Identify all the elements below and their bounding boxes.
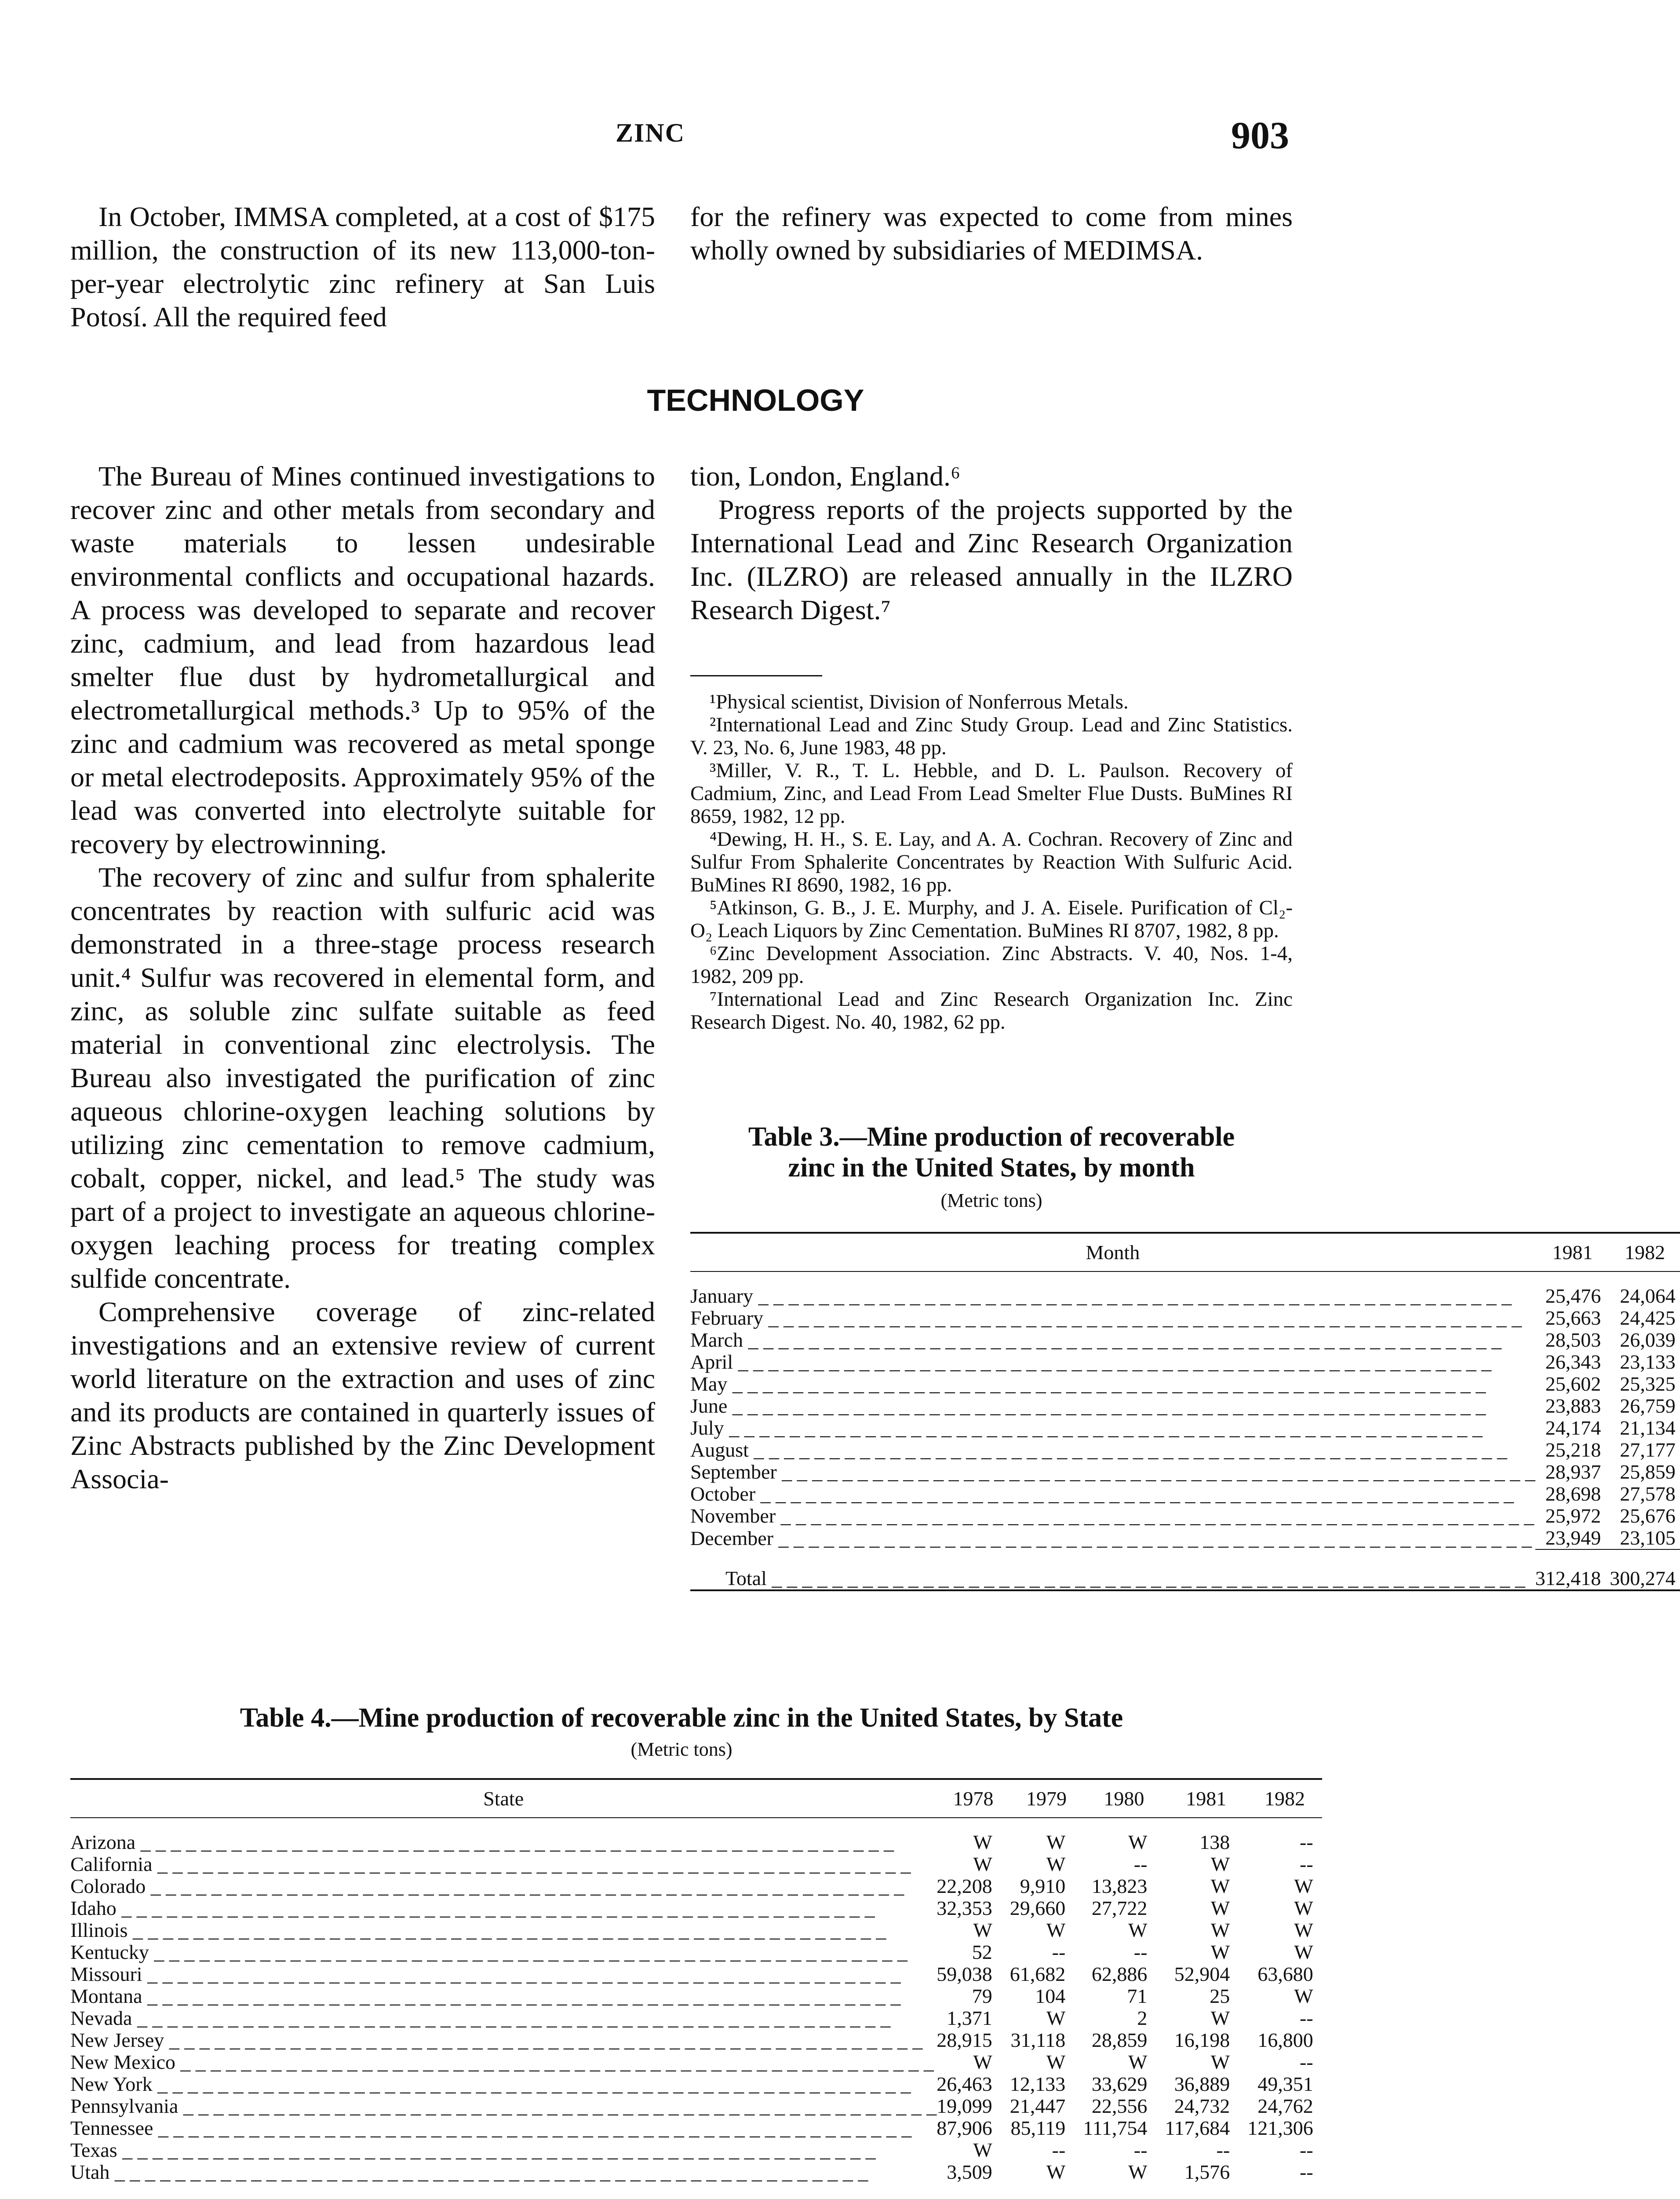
technology-left-column <box>70 460 655 1496</box>
dot-leader: _ _ _ _ _ _ _ _ _ _ _ _ _ _ _ _ _ _ _ _ _ _ _ _ _ _ _ _ _ _ _ _ _ _ _ _ _ _ _ _ _ _ _ _ _ _ _ _ _ _ <box>755 1483 1514 1505</box>
dot-leader: _ _ _ _ _ _ _ _ _ _ _ _ _ _ _ _ _ _ _ _ _ _ _ _ _ _ _ _ _ _ _ _ _ _ _ _ _ _ _ _ _ _ _ _ _ _ _ _ _ _ <box>175 2051 934 2073</box>
value-cell: 27,722 <box>1091 1897 1148 1919</box>
value-cell: 22,208 <box>937 1875 992 1897</box>
table-row <box>70 1831 1322 1853</box>
value-cell: W <box>1294 1897 1313 1919</box>
spacer-row <box>690 1271 1680 1285</box>
value-cell: 26,759 <box>1620 1395 1676 1417</box>
table-row <box>70 2095 1322 2117</box>
row-label: July <box>690 1417 724 1439</box>
intro-left-paragraph: In October, IMMSA completed, at a cost of $175 million, the construction of its new 113,000-ton-per-year electrolytic zinc refinery at San Luis Potosí. All the required feed <box>70 201 655 332</box>
dot-leader: _ _ _ _ _ _ _ _ _ _ _ _ _ _ _ _ _ _ _ _ _ _ _ _ _ _ _ _ _ _ _ _ _ _ _ _ _ _ _ _ _ _ _ _ _ _ _ _ _ _ <box>733 1351 1492 1373</box>
table-row <box>70 2007 1322 2029</box>
table4-title: Table 4.—Mine production of recoverable zinc in the United States, by State <box>240 1703 1123 1733</box>
row-stub <box>70 2051 937 2073</box>
value-cell: 21,134 <box>1620 1417 1676 1439</box>
value-cell: 27,177 <box>1620 1439 1676 1461</box>
row-stub <box>70 2073 937 2095</box>
value-cell: 26,343 <box>1545 1351 1601 1373</box>
row-label: New York <box>70 2073 153 2095</box>
dot-leader: _ _ _ _ _ _ _ _ _ _ _ _ _ _ _ _ _ _ _ _ _ _ _ _ _ _ _ _ _ _ _ _ _ _ _ _ _ _ _ _ _ _ _ _ _ _ _ _ _ _ <box>727 1395 1486 1417</box>
running-header: ZINC <box>616 118 685 147</box>
row-label: Tennessee <box>70 2117 153 2139</box>
dot-leader: _ _ _ _ _ _ _ _ _ _ _ _ _ _ _ _ _ _ _ _ _ _ _ _ _ _ _ _ _ _ _ _ _ _ _ _ _ _ _ _ _ _ _ _ _ _ _ _ _ _ <box>748 1439 1507 1461</box>
table-row <box>690 1461 1680 1483</box>
value-cell: 23,949 <box>1535 1527 1610 1549</box>
technology-right-column <box>690 460 1293 627</box>
dot-leader: _ _ _ _ _ _ _ _ _ _ _ _ _ _ _ _ _ _ _ _ _ _ _ _ _ _ _ _ _ _ _ _ _ _ _ _ _ _ _ _ _ _ _ _ _ _ _ _ _ _ <box>146 1875 904 1897</box>
body-paragraph: The recovery of zinc and sulfur from sphalerite concentrates by reaction with sulfuric acid was demonstrated in a three-stage process research unit.⁴ Sulfur was recovered in elemental form, and zinc, as soluble zinc sulfate suitable as feed material in conventional zinc electrolysis. The Bureau also investigated the purification of zinc aqueous chlorine-oxygen leaching solutions by utilizing zinc cementation to remove cadmium, cobalt, copper, nickel, and lead.⁵ The study was part of a project to investigate an aqueous chlorine-oxygen leaching process for treating complex sulfide concentrate. <box>70 862 655 1294</box>
value-cell: 25 <box>1210 1985 1230 2007</box>
value-cell: W <box>973 1831 992 1853</box>
row-stub <box>690 1505 1535 1527</box>
row-stub <box>690 1439 1535 1461</box>
table3-title-line2: zinc in the United States, by month <box>788 1153 1195 1183</box>
value-cell: W <box>1210 2051 1230 2073</box>
value-cell: W <box>973 2051 992 2073</box>
table4-header-year: 1978 <box>953 1787 994 1810</box>
footnotes <box>690 690 1293 1034</box>
row-label: February <box>690 1307 764 1329</box>
dot-leader: _ _ _ _ _ _ _ _ _ _ _ _ _ _ _ _ _ _ _ _ _ _ _ _ _ _ _ _ _ _ _ _ _ _ _ _ _ _ _ _ _ _ _ _ _ _ _ _ _ _ <box>149 1941 907 1963</box>
value-cell: 12,133 <box>1009 2073 1066 2095</box>
value-cell: W <box>1210 1919 1230 1941</box>
value-cell: 31,118 <box>1010 2029 1066 2051</box>
value-cell: 19,099 <box>937 2095 992 2117</box>
value-cell: 28,937 <box>1545 1461 1601 1483</box>
row-stub <box>70 2007 937 2029</box>
value-cell: 22,556 <box>1091 2095 1148 2117</box>
value-cell: W <box>1128 2161 1148 2183</box>
value-cell: -- <box>1300 2007 1313 2029</box>
value-cell: 138 <box>1199 1831 1230 1853</box>
value-cell: 28,503 <box>1545 1329 1601 1351</box>
value-cell: 312,418 <box>1535 1567 1601 1589</box>
value-cell: 32,353 <box>937 1897 992 1919</box>
value-cell: -- <box>1300 2139 1313 2161</box>
table4-header-year: 1980 <box>1104 1787 1144 1810</box>
row-label: April <box>690 1351 733 1373</box>
row-stub <box>70 1897 937 1919</box>
dot-leader: _ _ _ _ _ _ _ _ _ _ _ _ _ _ _ _ _ _ _ _ _ _ _ _ _ _ _ _ _ _ _ _ _ _ _ _ _ _ _ _ _ _ _ _ _ _ _ _ _ _ <box>773 1527 1532 1549</box>
value-cell: 111,754 <box>1083 2117 1148 2139</box>
row-stub <box>70 1985 937 2007</box>
dot-leader: _ _ _ _ _ _ _ _ _ _ _ _ _ _ _ _ _ _ _ _ _ _ _ _ _ _ _ _ _ _ _ _ _ _ _ _ _ _ _ _ _ _ _ _ _ _ _ _ _ _ <box>727 1373 1486 1395</box>
row-label: Idaho <box>70 1897 117 1919</box>
value-cell: W <box>1128 1919 1148 1941</box>
table3 <box>690 1121 1676 1591</box>
table-row <box>70 1941 1322 1963</box>
value-cell: 59,038 <box>937 1963 992 1985</box>
value-cell: W <box>1046 2007 1066 2029</box>
row-label: Utah <box>70 2161 110 2183</box>
body-paragraph: Comprehensive coverage of zinc-related investigations and an extensive review of current world literature on the extraction and uses of zinc and its products are contained in quarterly issues of Zinc Abstracts published by the Zinc Development Associa- <box>70 1296 655 1494</box>
value-cell: 62,886 <box>1091 1963 1148 1985</box>
value-cell: W <box>1046 2161 1066 2183</box>
value-cell: 24,425 <box>1620 1307 1676 1329</box>
value-cell: W <box>1294 1919 1313 1941</box>
value-cell: 25,602 <box>1545 1373 1601 1395</box>
row-label: August <box>690 1439 749 1461</box>
value-cell: W <box>1294 1875 1313 1897</box>
table-row <box>690 1329 1680 1351</box>
row-label: Montana <box>70 1985 142 2007</box>
row-label: June <box>690 1395 728 1417</box>
row-stub <box>70 1853 937 1875</box>
table3-header-1981: 1981 <box>1552 1241 1593 1264</box>
body-paragraph: Progress reports of the projects supported by the International Lead and Zinc Research Organization Inc. (ILZRO) are released annually in the ILZRO Research Digest.⁷ <box>690 494 1293 625</box>
row-label: January <box>690 1285 754 1307</box>
dot-leader: _ _ _ _ _ _ _ _ _ _ _ _ _ _ _ _ _ _ _ _ _ _ _ _ _ _ _ _ _ _ _ _ _ _ _ _ _ _ _ _ _ _ _ _ _ _ _ _ _ _ <box>153 2117 912 2139</box>
row-stub <box>690 1351 1535 1373</box>
dot-leader: _ _ _ _ _ _ _ _ _ _ _ _ _ _ _ _ _ _ _ _ _ _ _ _ _ _ _ _ _ _ _ _ _ _ _ _ _ _ _ _ _ _ _ _ _ _ _ _ _ _ <box>142 1963 901 1985</box>
row-label: October <box>690 1483 756 1505</box>
footnote: ³Miller, V. R., T. L. Hebble, and D. L. Paulson. Recovery of Cadmium, Zinc, and Lead From Lead Smelter Flue Dusts. BuMines RI 8659, 1982, 12 pp. <box>690 759 1293 828</box>
value-cell: 300,274 <box>1610 1567 1676 1589</box>
value-cell: W <box>1210 1875 1230 1897</box>
dot-leader: _ _ _ _ _ _ _ _ _ _ _ _ _ _ _ _ _ _ _ _ _ _ _ _ _ _ _ _ _ _ _ _ _ _ _ _ _ _ _ _ _ _ _ _ _ _ _ _ _ _ <box>776 1461 1535 1483</box>
row-label: Nevada <box>70 2007 132 2029</box>
footnote: ²International Lead and Zinc Study Group. Lead and Zinc Statistics. V. 23, No. 6, June 1983, 48 pp. <box>690 713 1293 759</box>
value-cell: W <box>1210 1941 1230 1963</box>
table-row <box>690 1351 1680 1373</box>
row-label: May <box>690 1373 728 1395</box>
value-cell: 28,698 <box>1545 1483 1601 1505</box>
value-cell: 24,174 <box>1545 1417 1601 1439</box>
value-cell: 27,578 <box>1620 1483 1676 1505</box>
value-cell: 36,889 <box>1174 2073 1230 2095</box>
dot-leader: _ _ _ _ _ _ _ _ _ _ _ _ _ _ _ _ _ _ _ _ _ _ _ _ _ _ _ _ _ _ _ _ _ _ _ _ _ _ _ _ _ _ _ _ _ _ _ _ _ _ <box>753 1285 1512 1307</box>
value-cell: W <box>973 1853 992 1875</box>
value-cell: -- <box>1300 2051 1313 2073</box>
value-cell: -- <box>1300 1853 1313 1875</box>
table-row <box>690 1505 1680 1527</box>
table-row <box>70 1897 1322 1919</box>
value-cell: -- <box>1052 1941 1066 1963</box>
value-cell: 104 <box>1035 1985 1066 2007</box>
dot-leader: _ _ _ _ _ _ _ _ _ _ _ _ _ _ _ _ _ _ _ _ _ _ _ _ _ _ _ _ _ _ _ _ _ _ _ _ _ _ _ _ _ _ _ _ _ _ _ _ _ _ <box>763 1307 1522 1329</box>
value-cell: 26,463 <box>937 2073 992 2095</box>
row-stub <box>70 2161 937 2183</box>
value-cell: 26,039 <box>1620 1329 1676 1351</box>
footnote: ⁵Atkinson, G. B., J. E. Murphy, and J. A. Eisele. Purification of Cl₂-O₂ Leach Liquors by Zinc Cementation. BuMines RI 8707, 1982, 8 pp. <box>690 896 1293 942</box>
dot-leader: _ _ _ _ _ _ _ _ _ _ _ _ _ _ _ _ _ _ _ _ _ _ _ _ _ _ _ _ _ _ _ _ _ _ _ _ _ _ _ _ _ _ _ _ _ _ _ _ _ _ <box>109 2161 868 2183</box>
table4-subtitle: (Metric tons) <box>630 1739 732 1760</box>
table-row <box>70 2029 1322 2051</box>
value-cell: 25,859 <box>1620 1461 1676 1483</box>
value-cell: 121,306 <box>1247 2117 1313 2139</box>
table-row <box>70 1875 1322 1897</box>
row-label: Colorado <box>70 1875 146 1897</box>
table4-body <box>70 1818 1322 2183</box>
row-stub <box>690 1417 1535 1439</box>
value-cell: 28,859 <box>1091 2029 1148 2051</box>
row-label: December <box>690 1527 773 1549</box>
row-label: Pennsylvania <box>70 2095 179 2117</box>
value-cell: 21,447 <box>1009 2095 1066 2117</box>
table-row <box>690 1483 1680 1505</box>
value-cell: 52,904 <box>1174 1963 1230 1985</box>
value-cell: 28,915 <box>937 2029 992 2051</box>
dot-leader: _ _ _ _ _ _ _ _ _ _ _ _ _ _ _ _ _ _ _ _ _ _ _ _ _ _ _ _ _ _ _ _ _ _ _ _ _ _ _ _ _ _ _ _ _ _ _ _ _ _ <box>743 1329 1502 1351</box>
intro-left <box>70 200 655 334</box>
value-cell: 71 <box>1127 1985 1148 2007</box>
row-stub <box>70 1941 937 1963</box>
value-cell: W <box>1128 2051 1148 2073</box>
value-cell: 16,800 <box>1257 2029 1313 2051</box>
row-stub <box>690 1395 1535 1417</box>
body-paragraph: The Bureau of Mines continued investigations to recover zinc and other metals from secondary and waste materials to lessen undesirable environmental conflicts and occupational hazards. A process was developed to separate and recover zinc, cadmium, and lead from hazardous lead smelter flue dust by hydrometallurgical and electrometallurgical methods.³ Up to 95% of the zinc and cadmium was recovered as metal sponge or metal electrodeposits. Approximately 95% of the lead was converted into electrolyte suitable for recovery by electrowinning. <box>70 460 655 859</box>
row-label: Total <box>725 1567 767 1589</box>
table-row <box>70 1963 1322 1985</box>
value-cell: 13,823 <box>1091 1875 1148 1897</box>
table3-header-month: Month <box>1086 1241 1140 1264</box>
dot-leader: _ _ _ _ _ _ _ _ _ _ _ _ _ _ _ _ _ _ _ _ _ _ _ _ _ _ _ _ _ _ _ _ _ _ _ _ _ _ _ _ _ _ _ _ _ _ _ _ _ _ <box>724 1417 1483 1439</box>
value-cell: -- <box>1133 1941 1148 1963</box>
value-cell: 24,732 <box>1174 2095 1230 2117</box>
value-cell: 16,198 <box>1174 2029 1230 2051</box>
table4 <box>70 1702 1313 2199</box>
table-row <box>690 1307 1680 1329</box>
dot-leader: _ _ _ _ _ _ _ _ _ _ _ _ _ _ _ _ _ _ _ _ _ _ _ _ _ _ _ _ _ _ _ _ _ _ _ _ _ _ _ _ _ _ _ _ _ _ _ _ _ _ <box>117 2139 876 2161</box>
row-stub <box>70 1963 937 1985</box>
table-row <box>70 2051 1322 2073</box>
value-cell: 23,883 <box>1545 1395 1601 1417</box>
dot-leader: _ _ _ _ _ _ _ _ _ _ _ _ _ _ _ _ _ _ _ _ _ _ _ _ _ _ _ _ _ _ _ _ _ _ _ _ _ _ _ _ _ _ _ _ _ _ _ _ _ _ <box>776 1505 1534 1527</box>
value-cell: -- <box>1052 2139 1066 2161</box>
page-number: 903 <box>1231 114 1289 157</box>
value-cell: 33,629 <box>1091 2073 1148 2095</box>
table-row <box>70 2161 1322 2183</box>
row-stub <box>70 2139 937 2161</box>
value-cell: 24,064 <box>1620 1285 1676 1307</box>
value-cell: W <box>1210 1853 1230 1875</box>
row-stub <box>690 1461 1535 1483</box>
dot-leader: _ _ _ _ _ _ _ _ _ _ _ _ _ _ _ _ _ _ _ _ _ _ _ _ _ _ _ _ _ _ _ _ _ _ _ _ _ _ _ _ _ _ _ _ _ _ _ _ _ _ <box>132 2007 891 2029</box>
row-label: Texas <box>70 2139 117 2161</box>
table-row <box>70 2117 1322 2139</box>
value-cell: 25,476 <box>1545 1285 1601 1307</box>
footnote: ⁶Zinc Development Association. Zinc Abstracts. V. 40, Nos. 1-4, 1982, 209 pp. <box>690 942 1293 988</box>
value-cell: -- <box>1300 1831 1313 1853</box>
value-cell: 1,576 <box>1184 2161 1230 2183</box>
table-row <box>690 1395 1680 1417</box>
row-stub <box>70 1831 937 1853</box>
table4-header-state: State <box>483 1787 524 1810</box>
value-cell: 1,371 <box>947 2007 992 2029</box>
value-cell: 25,676 <box>1620 1505 1676 1527</box>
value-cell: W <box>1046 2051 1066 2073</box>
value-cell: 25,663 <box>1545 1307 1601 1329</box>
value-cell: 63,680 <box>1257 1963 1313 1985</box>
table3-subtitle: (Metric tons) <box>940 1190 1042 1211</box>
row-stub <box>690 1483 1535 1505</box>
table3-grid <box>690 1232 1680 1591</box>
value-cell: -- <box>1300 2161 1313 2183</box>
table-row <box>690 1527 1680 1549</box>
value-cell: W <box>1294 1941 1313 1963</box>
value-cell: 3,509 <box>947 2161 992 2183</box>
table3-header-1982: 1982 <box>1624 1241 1665 1264</box>
table-total-row <box>690 1549 1680 1590</box>
value-cell: W <box>973 1919 992 1941</box>
dot-leader: _ _ _ _ _ _ _ _ _ _ _ _ _ _ _ _ _ _ _ _ _ _ _ _ _ _ _ _ _ _ _ _ _ _ _ _ _ _ _ _ _ _ _ _ _ _ _ _ _ _ <box>116 1897 875 1919</box>
value-cell: W <box>1046 1853 1066 1875</box>
row-label: California <box>70 1853 153 1875</box>
value-cell: W <box>1128 1831 1148 1853</box>
footnote: ⁷International Lead and Zinc Research Organization Inc. Zinc Research Digest. No. 40, 1982, 62 pp. <box>690 988 1293 1034</box>
value-cell: 87,906 <box>937 2117 992 2139</box>
dot-leader: _ _ _ _ _ _ _ _ _ _ _ _ _ _ _ _ _ _ _ _ _ _ _ _ _ _ _ _ _ _ _ _ _ _ _ _ _ _ _ _ _ _ _ _ _ _ _ _ _ _ <box>178 2095 937 2117</box>
table-row <box>70 2139 1322 2161</box>
body-paragraph: tion, London, England.⁶ <box>690 460 961 492</box>
value-cell: 49,351 <box>1257 2073 1313 2095</box>
row-label: Illinois <box>70 1919 128 1941</box>
table-row <box>70 1853 1322 1875</box>
value-cell: 25,325 <box>1620 1373 1676 1395</box>
row-label: November <box>690 1505 776 1527</box>
table4-header-year: 1982 <box>1264 1787 1305 1810</box>
row-stub <box>690 1373 1535 1395</box>
dot-leader: _ _ _ _ _ _ _ _ _ _ _ _ _ _ _ _ _ _ _ _ _ _ _ _ _ _ _ _ _ _ _ _ _ _ _ _ _ _ _ _ _ _ _ _ _ _ _ _ _ _ <box>766 1567 1525 1589</box>
footnote-rule <box>690 675 822 676</box>
row-label: September <box>690 1461 777 1483</box>
value-cell: -- <box>1133 2139 1148 2161</box>
row-stub <box>690 1307 1535 1329</box>
value-cell: W <box>1294 1985 1313 2007</box>
table-row <box>70 1919 1322 1941</box>
dot-leader: _ _ _ _ _ _ _ _ _ _ _ _ _ _ _ _ _ _ _ _ _ _ _ _ _ _ _ _ _ _ _ _ _ _ _ _ _ _ _ _ _ _ _ _ _ _ _ _ _ _ <box>152 2073 911 2095</box>
value-cell: 9,910 <box>1020 1875 1066 1897</box>
row-label: Missouri <box>70 1963 142 1985</box>
value-cell: 25,972 <box>1545 1505 1601 1527</box>
row-label: March <box>690 1329 743 1351</box>
table-row <box>690 1373 1680 1395</box>
table-row <box>70 2073 1322 2095</box>
intro-right-paragraph: for the refinery was expected to come from mines wholly owned by subsidiaries of MEDIMSA. <box>690 201 1293 266</box>
value-cell: 85,119 <box>1010 2117 1066 2139</box>
row-stub <box>70 2029 937 2051</box>
value-cell: 52 <box>972 1941 992 1963</box>
value-cell: W <box>1210 2007 1230 2029</box>
value-cell: W <box>1046 1919 1066 1941</box>
dot-leader: _ _ _ _ _ _ _ _ _ _ _ _ _ _ _ _ _ _ _ _ _ _ _ _ _ _ _ _ _ _ _ _ _ _ _ _ _ _ _ _ _ _ _ _ _ _ _ _ _ _ <box>128 1919 886 1941</box>
value-cell: 23,105 <box>1610 1527 1680 1549</box>
table-row <box>690 1439 1680 1461</box>
row-stub <box>70 1919 937 1941</box>
value-cell: -- <box>1216 2139 1230 2161</box>
row-label: Arizona <box>70 1831 136 1853</box>
dot-leader: _ _ _ _ _ _ _ _ _ _ _ _ _ _ _ _ _ _ _ _ _ _ _ _ _ _ _ _ _ _ _ _ _ _ _ _ _ _ _ _ _ _ _ _ _ _ _ _ _ _ <box>135 1831 894 1853</box>
value-cell: W <box>973 2139 992 2161</box>
spacer-row <box>70 1818 1322 1831</box>
value-cell: 117,684 <box>1165 2117 1230 2139</box>
table-row <box>70 1985 1322 2007</box>
footnote: ⁴Dewing, H. H., S. E. Lay, and A. A. Cochran. Recovery of Zinc and Sulfur From Sphalerite Concentrates by Reaction With Sulfuric Acid. BuMines RI 8690, 1982, 16 pp. <box>690 828 1293 896</box>
row-label: New Jersey <box>70 2029 164 2051</box>
table-row <box>690 1285 1680 1307</box>
dot-leader: _ _ _ _ _ _ _ _ _ _ _ _ _ _ _ _ _ _ _ _ _ _ _ _ _ _ _ _ _ _ _ _ _ _ _ _ _ _ _ _ _ _ _ _ _ _ _ _ _ _ <box>164 2029 923 2051</box>
value-cell: W <box>1210 1897 1230 1919</box>
footnote: ¹Physical scientist, Division of Nonferrous Metals. <box>710 690 1129 713</box>
dot-leader: _ _ _ _ _ _ _ _ _ _ _ _ _ _ _ _ _ _ _ _ _ _ _ _ _ _ _ _ _ _ _ _ _ _ _ _ _ _ _ _ _ _ _ _ _ _ _ _ _ _ <box>152 1853 911 1875</box>
table4-header-year: 1979 <box>1026 1787 1067 1810</box>
section-title: TECHNOLOGY <box>647 383 864 417</box>
value-cell: -- <box>1133 1853 1148 1875</box>
value-cell: 2 <box>1137 2007 1148 2029</box>
intro-right <box>690 200 1293 267</box>
value-cell: 79 <box>972 1985 992 2007</box>
table4-grid <box>70 1778 1322 2183</box>
value-cell: 23,133 <box>1620 1351 1676 1373</box>
table-row <box>690 1417 1680 1439</box>
value-cell: 29,660 <box>1009 1897 1066 1919</box>
table3-title-line1: Table 3.—Mine production of recoverable <box>748 1122 1235 1152</box>
table3-body <box>690 1271 1680 1590</box>
row-stub <box>690 1329 1535 1351</box>
dot-leader: _ _ _ _ _ _ _ _ _ _ _ _ _ _ _ _ _ _ _ _ _ _ _ _ _ _ _ _ _ _ _ _ _ _ _ _ _ _ _ _ _ _ _ _ _ _ _ _ _ _ <box>142 1985 901 2007</box>
value-cell: W <box>1046 1831 1066 1853</box>
row-label: New Mexico <box>70 2051 175 2073</box>
value-cell: 25,218 <box>1545 1439 1601 1461</box>
table4-header-year: 1981 <box>1186 1787 1227 1810</box>
row-stub <box>690 1527 1535 1549</box>
row-stub <box>70 1875 937 1897</box>
row-stub <box>690 1285 1535 1307</box>
value-cell: 24,762 <box>1257 2095 1313 2117</box>
row-stub <box>70 2117 937 2139</box>
row-label: Kentucky <box>70 1941 149 1963</box>
value-cell: 61,682 <box>1009 1963 1066 1985</box>
row-stub <box>70 2095 937 2117</box>
row-stub <box>690 1549 1535 1590</box>
